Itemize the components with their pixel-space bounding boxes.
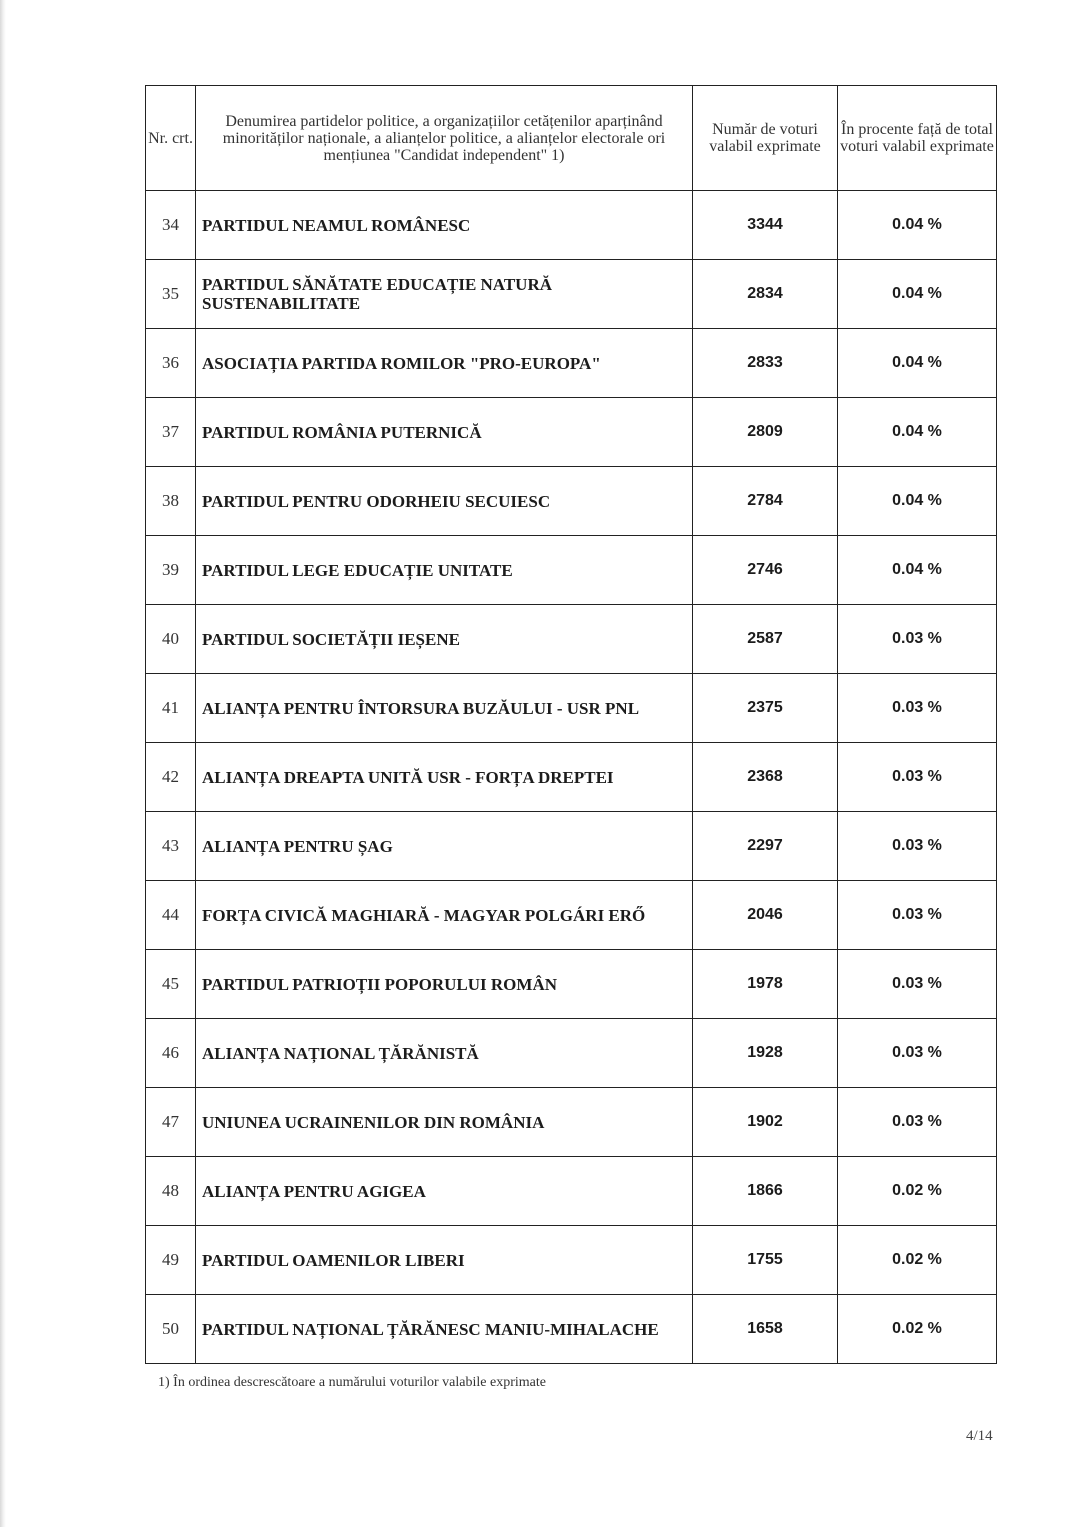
row-nr: 38 (146, 467, 196, 536)
row-percent: 0.03 % (838, 1088, 997, 1157)
row-nr: 42 (146, 743, 196, 812)
footnote: 1) În ordinea descrescătoare a numărului voturilor valabile exprimate (158, 1375, 546, 1390)
row-votes: 2833 (693, 329, 838, 398)
row-percent: 0.02 % (838, 1226, 997, 1295)
header-nr: Nr. crt. (146, 86, 196, 191)
page-number: 4/14 (966, 1428, 993, 1444)
row-party-name: PARTIDUL LEGE EDUCAȚIE UNITATE (196, 536, 693, 605)
row-nr: 35 (146, 260, 196, 329)
table-row (146, 329, 997, 398)
row-percent: 0.02 % (838, 1157, 997, 1226)
row-nr: 46 (146, 1019, 196, 1088)
row-nr: 45 (146, 950, 196, 1019)
row-nr: 50 (146, 1295, 196, 1364)
row-votes: 1902 (693, 1088, 838, 1157)
table-row (146, 260, 997, 329)
row-party-name: PARTIDUL SĂNĂTATE EDUCAȚIE NATURĂ SUSTENABILITATE (196, 260, 693, 329)
header-pct: În procente față de total voturi valabil exprimate (838, 86, 997, 191)
header-votes: Număr de voturi valabil exprimate (693, 86, 838, 191)
row-percent: 0.04 % (838, 398, 997, 467)
row-nr: 44 (146, 881, 196, 950)
row-votes: 1755 (693, 1226, 838, 1295)
table-row (146, 881, 997, 950)
row-nr: 41 (146, 674, 196, 743)
table-row (146, 1088, 997, 1157)
row-percent: 0.03 % (838, 605, 997, 674)
table-row (146, 1295, 997, 1364)
row-votes: 2375 (693, 674, 838, 743)
row-party-name: PARTIDUL SOCIETĂȚII IEȘENE (196, 605, 693, 674)
row-party-name: ALIANȚA NAȚIONAL ȚĂRĂNISTĂ (196, 1019, 693, 1088)
row-percent: 0.03 % (838, 674, 997, 743)
row-votes: 2834 (693, 260, 838, 329)
row-party-name: PARTIDUL ROMÂNIA PUTERNICĂ (196, 398, 693, 467)
row-party-name: UNIUNEA UCRAINENILOR DIN ROMÂNIA (196, 1088, 693, 1157)
table-row (146, 467, 997, 536)
row-nr: 49 (146, 1226, 196, 1295)
row-party-name: ASOCIAȚIA PARTIDA ROMILOR "PRO-EUROPA" (196, 329, 693, 398)
row-percent: 0.03 % (838, 881, 997, 950)
table-row (146, 1019, 997, 1088)
row-votes: 2587 (693, 605, 838, 674)
row-party-name: ALIANȚA DREAPTA UNITĂ USR - FORȚA DREPTEI (196, 743, 693, 812)
scan-edge (0, 0, 6, 1527)
table-body (146, 191, 997, 1364)
row-party-name: PARTIDUL PATRIOȚII POPORULUI ROMÂN (196, 950, 693, 1019)
table-row (146, 674, 997, 743)
table-header-row (146, 86, 997, 191)
row-percent: 0.04 % (838, 467, 997, 536)
table-row (146, 605, 997, 674)
row-percent: 0.03 % (838, 950, 997, 1019)
row-party-name: ALIANȚA PENTRU ÎNTORSURA BUZĂULUI - USR PNL (196, 674, 693, 743)
table-row (146, 398, 997, 467)
row-votes: 3344 (693, 191, 838, 260)
table-row (146, 1157, 997, 1226)
results-table (145, 85, 997, 1364)
table-row (146, 536, 997, 605)
row-percent: 0.03 % (838, 812, 997, 881)
table-row (146, 950, 997, 1019)
row-votes: 1658 (693, 1295, 838, 1364)
row-percent: 0.02 % (838, 1295, 997, 1364)
row-percent: 0.04 % (838, 536, 997, 605)
row-nr: 37 (146, 398, 196, 467)
row-nr: 34 (146, 191, 196, 260)
row-votes: 2368 (693, 743, 838, 812)
row-votes: 2297 (693, 812, 838, 881)
row-votes: 1928 (693, 1019, 838, 1088)
table-row (146, 191, 997, 260)
row-votes: 2784 (693, 467, 838, 536)
table-row (146, 743, 997, 812)
row-party-name: PARTIDUL NAȚIONAL ȚĂRĂNESC MANIU-MIHALACHE (196, 1295, 693, 1364)
row-nr: 40 (146, 605, 196, 674)
row-party-name: PARTIDUL NEAMUL ROMÂNESC (196, 191, 693, 260)
row-party-name: PARTIDUL OAMENILOR LIBERI (196, 1226, 693, 1295)
row-party-name: FORȚA CIVICĂ MAGHIARĂ - MAGYAR POLGÁRI ERŐ (196, 881, 693, 950)
row-party-name: PARTIDUL PENTRU ODORHEIU SECUIESC (196, 467, 693, 536)
table-row (146, 812, 997, 881)
row-nr: 39 (146, 536, 196, 605)
row-percent: 0.04 % (838, 260, 997, 329)
row-votes: 1978 (693, 950, 838, 1019)
row-nr: 47 (146, 1088, 196, 1157)
row-nr: 36 (146, 329, 196, 398)
row-percent: 0.03 % (838, 743, 997, 812)
row-votes: 2746 (693, 536, 838, 605)
row-percent: 0.04 % (838, 329, 997, 398)
row-votes: 2046 (693, 881, 838, 950)
row-nr: 43 (146, 812, 196, 881)
row-votes: 1866 (693, 1157, 838, 1226)
table-row (146, 1226, 997, 1295)
row-party-name: ALIANȚA PENTRU ȘAG (196, 812, 693, 881)
header-name: Denumirea partidelor politice, a organizațiilor cetățenilor aparținând minorităților naționale, a alianțelor politice, a alianțelor electorale ori mențiunea "Candidat independent" 1) (196, 86, 693, 191)
row-party-name: ALIANȚA PENTRU AGIGEA (196, 1157, 693, 1226)
row-percent: 0.03 % (838, 1019, 997, 1088)
row-percent: 0.04 % (838, 191, 997, 260)
row-nr: 48 (146, 1157, 196, 1226)
row-votes: 2809 (693, 398, 838, 467)
